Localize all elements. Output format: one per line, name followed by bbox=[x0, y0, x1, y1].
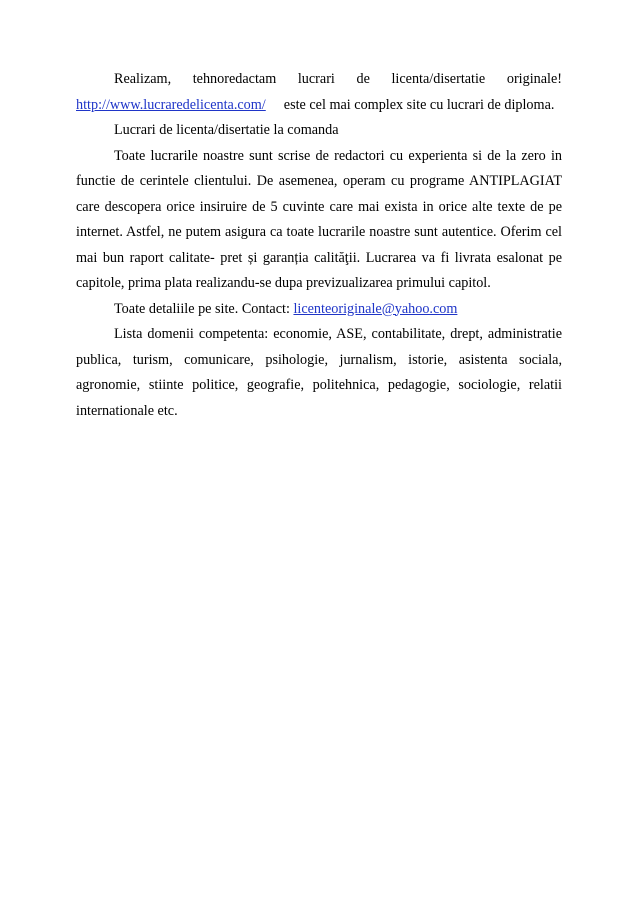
site-link[interactable]: http://www.lucraredelicenta.com/ bbox=[76, 96, 266, 113]
paragraph-order: Lucrari de licenta/disertatie la comanda bbox=[114, 122, 339, 138]
paragraph-domains: Lista domenii competenta: economie, ASE, contabilitate, drept, administratie publica, turism, comunicare, psihologie, jurnalism, istorie, asistenta sociala, agronomie, stiinte politice, geografie, politehnica, pedagogie, sociologie, relatii internationale etc. bbox=[76, 326, 562, 419]
intro-tail: este cel mai complex site cu lucrari de diploma. bbox=[283, 96, 555, 113]
paragraph-details: Toate lucrarile noastre sunt scrise de redactori cu experienta si de la zero in functie de cerintele clientului. De asemenea, operam cu programe ANTIPLAGIAT care descopera orice insiruire de 5 cuvinte care mai exista in orice alte texte de pe internet. Astfel, ne putem asigura ca toate lucrarile noastre sunt autentice. Oferim cel mai bun raport calitate- pret și garanția calităţii. Lucrarea va fi livrata esalonat pe capitole, prima plata realizandu-se dupa previzualizarea primului capitol. bbox=[76, 147, 562, 291]
paragraph-intro bbox=[76, 67, 562, 118]
contact-email-link[interactable]: licenteoriginale@yahoo.com bbox=[293, 300, 458, 317]
contact-text: Toate detaliile pe site. Contact: bbox=[114, 300, 290, 317]
document-body bbox=[76, 67, 562, 424]
intro-text: Realizam, tehnoredactam lucrari de licenta/disertatie originale! bbox=[114, 71, 562, 87]
paragraph-contact bbox=[76, 297, 562, 323]
